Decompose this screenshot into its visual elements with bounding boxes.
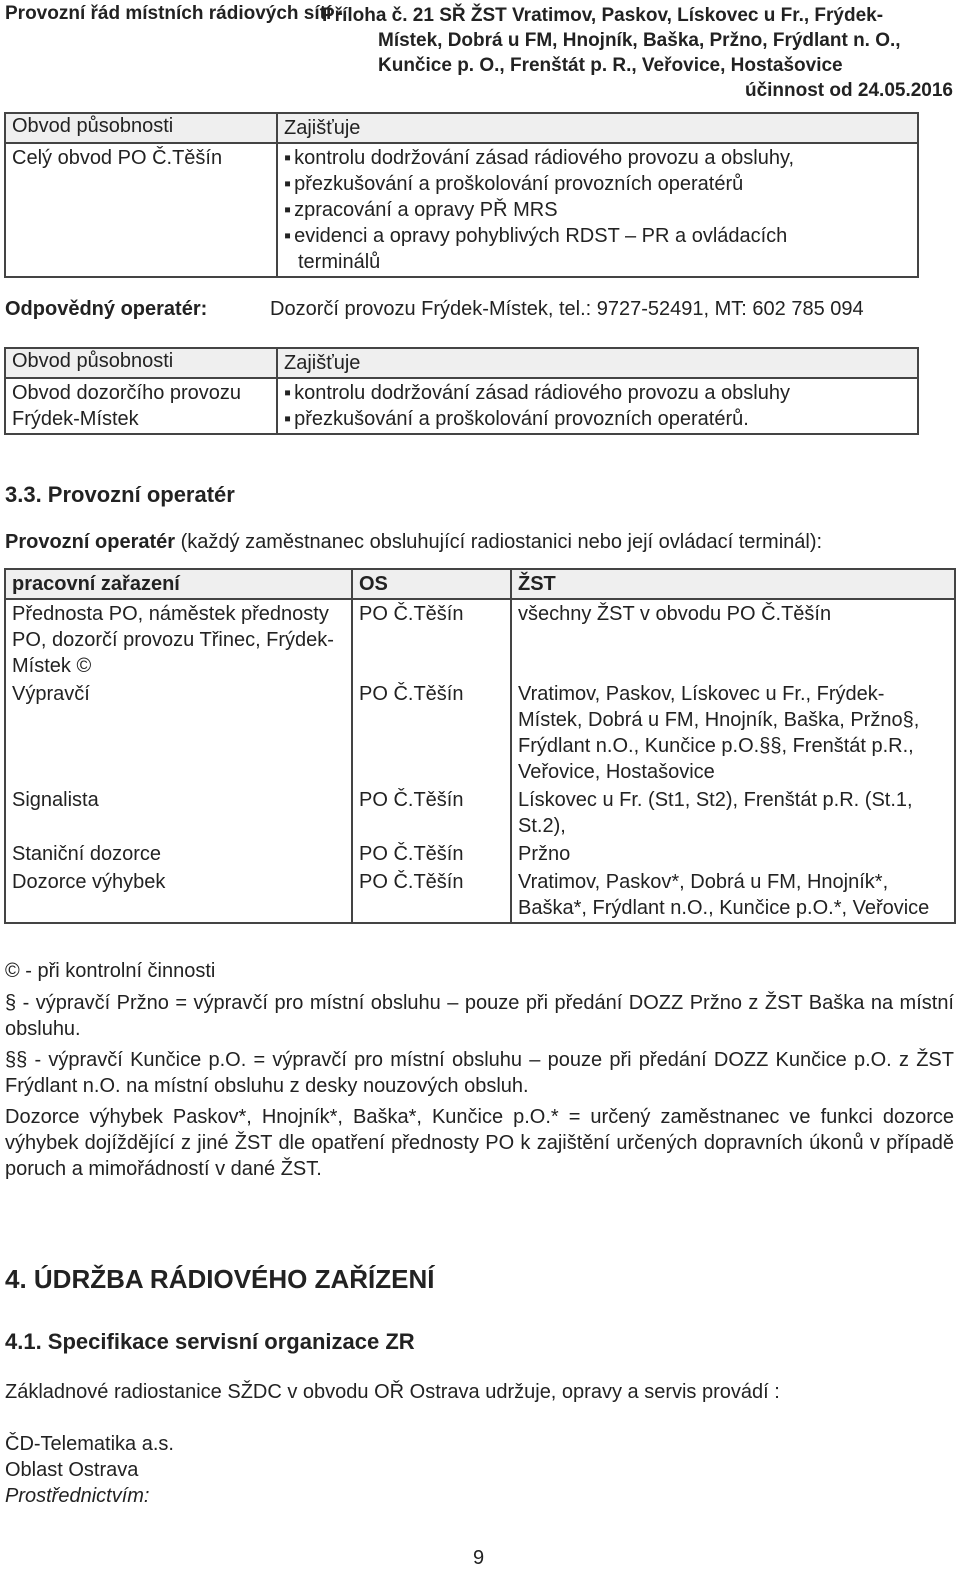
section-4-text: Základnové radiostanice SŽDC v obvodu OŘ Ostrava udržuje, opravy a servis provádí :: [5, 1381, 780, 1403]
list-item: ▪ kontrolu dodržování zásad rádiového provozu a obsluhy: [284, 380, 911, 406]
operator-table: [4, 568, 956, 924]
section-heading-4-1: 4.1. Specifikace servisní organizace ZR: [5, 1329, 415, 1354]
section-intro: [5, 531, 822, 554]
station-cell: Vratimov, Paskov*, Dobrá u FM, Hnojník*, Baška*, Frýdlant n.O., Kunčice p.O.*, Veřovice: [511, 868, 955, 923]
list-item-continuation: [284, 249, 911, 275]
role-cell: Signalista: [5, 786, 352, 840]
list-item: ▪ zpracování a opravy PŘ MRS: [284, 197, 911, 223]
intro-term: Provozní operatér: [5, 531, 176, 553]
col-header-provides: Zajišťuje: [277, 113, 918, 143]
responsible-label: Odpovědný operatér:: [5, 298, 208, 320]
provides-cell: [277, 143, 918, 277]
list-item: ▪ evidenci a opravy pohyblivých RDST – PR a ovládacích: [284, 223, 911, 249]
list-item: ▪ přezkušování a proškolování provozních operatérů: [284, 171, 911, 197]
note-section-sign: § - výpravčí Pržno = výpravčí pro místní obsluhu – pouze při předání DOZZ Pržno z ŽST Baška na místní obsluhu.: [5, 992, 954, 1040]
os-cell: PO Č.Těšín: [352, 786, 511, 840]
station-cell: Pržno: [511, 840, 955, 868]
col-header-area: Obvod působnosti: [5, 348, 277, 378]
responsible-value: Dozorčí provozu Frýdek-Místek, tel.: 9727-52491, MT: 602 785 094: [270, 298, 864, 320]
header-line: Kunčice p. O., Frenštát p. R., Veřovice, Hostašovice: [378, 55, 843, 76]
section-heading-3-3: 3.3. Provozní operatér: [5, 482, 235, 507]
station-cell: Vratimov, Paskov, Lískovec u Fr., Frýdek-Místek, Dobrá u FM, Hnojník, Baška, Pržno§, Frýdlant n.O., Kunčice p.O.§§, Frenštát p.R., Veřovice, Hostašovice: [511, 680, 955, 786]
coverage-table-1: [4, 112, 919, 278]
header-line: účinnost od 24.05.2016: [744, 80, 953, 101]
page-number: 9: [473, 1547, 485, 1569]
coverage-table-2: [4, 347, 919, 435]
role-cell: Výpravčí: [5, 680, 352, 786]
note-double-section-sign: §§ - výpravčí Kunčice p.O. = výpravčí pro místní obsluhu – pouze při předání DOZZ Kunčice p.O. z ŽST Frýdlant n.O. na místní obsluhu z desky nouzových obsluh.: [5, 1049, 954, 1097]
role-cell: Staniční dozorce: [5, 840, 352, 868]
table-row: [5, 840, 955, 868]
doc-header-subtitle: [322, 3, 953, 103]
area-cell: Celý obvod PO Č.Těšín: [5, 143, 277, 277]
role-cell: Přednosta PO, náměstek přednosty PO, dozorčí provozu Třinec, Frýdek-Místek ©: [5, 599, 352, 680]
section-heading-4: 4. ÚDRŽBA RÁDIOVÉHO ZAŘÍZENÍ: [5, 1264, 435, 1294]
os-cell: PO Č.Těšín: [352, 840, 511, 868]
col-header-area: Obvod působnosti: [5, 113, 277, 143]
table-row: [5, 868, 955, 923]
station-cell: Lískovec u Fr. (St1, St2), Frenštát p.R. (St.1, St.2),: [511, 786, 955, 840]
col-header-station: ŽST: [511, 569, 955, 599]
col-header-provides: Zajišťuje: [277, 348, 918, 378]
via-label: Prostřednictvím:: [5, 1485, 150, 1507]
table-row: [5, 786, 955, 840]
provides-cell: [277, 378, 918, 434]
note-copyright: © - při kontrolní činnosti: [5, 960, 216, 982]
org-line: Oblast Ostrava: [5, 1459, 139, 1481]
os-cell: PO Č.Těšín: [352, 599, 511, 680]
role-cell: Dozorce výhybek: [5, 868, 352, 923]
os-cell: PO Č.Těšín: [352, 680, 511, 786]
list-item: ▪ přezkušování a proškolování provozních operatérů.: [284, 406, 911, 432]
area-cell: Obvod dozorčího provozu Frýdek-Místek: [5, 378, 277, 434]
org-line: ČD-Telematika a.s.: [5, 1433, 174, 1455]
header-line: Příloha č. 21 SŘ ŽST Vratimov, Paskov, Lískovec u Fr., Frýdek-: [322, 5, 884, 26]
note-asterisk: Dozorce výhybek Paskov*, Hnojník*, Baška*, Kunčice p.O.* = určený zaměstnanec ve funkci dozorce výhybek dojíždějící z jiné ŽST dle opatření přednosty PO k zajištění určených dopravních úkonů v případě poruch a mimořádností v dané ŽST.: [5, 1106, 954, 1180]
header-line: Místek, Dobrá u FM, Hnojník, Baška, Pržno, Frýdlant n. O.,: [378, 30, 901, 51]
list-item: ▪ kontrolu dodržování zásad rádiového provozu a obsluhy,: [284, 145, 911, 171]
os-cell: PO Č.Těšín: [352, 868, 511, 923]
responsible-operator: [5, 298, 207, 321]
list-item-continuation-text: terminálů: [298, 251, 381, 273]
doc-header-title: Provozní řád místních rádiových sítí -: [5, 3, 343, 24]
table-row: [5, 599, 955, 680]
col-header-role: pracovní zařazení: [5, 569, 352, 599]
table-row: [5, 680, 955, 786]
station-cell: všechny ŽST v obvodu PO Č.Těšín: [511, 599, 955, 680]
intro-text: (každý zaměstnanec obsluhující radiostanici nebo její ovládací terminál):: [175, 531, 823, 553]
org-block: [5, 1431, 174, 1509]
col-header-os: OS: [352, 569, 511, 599]
